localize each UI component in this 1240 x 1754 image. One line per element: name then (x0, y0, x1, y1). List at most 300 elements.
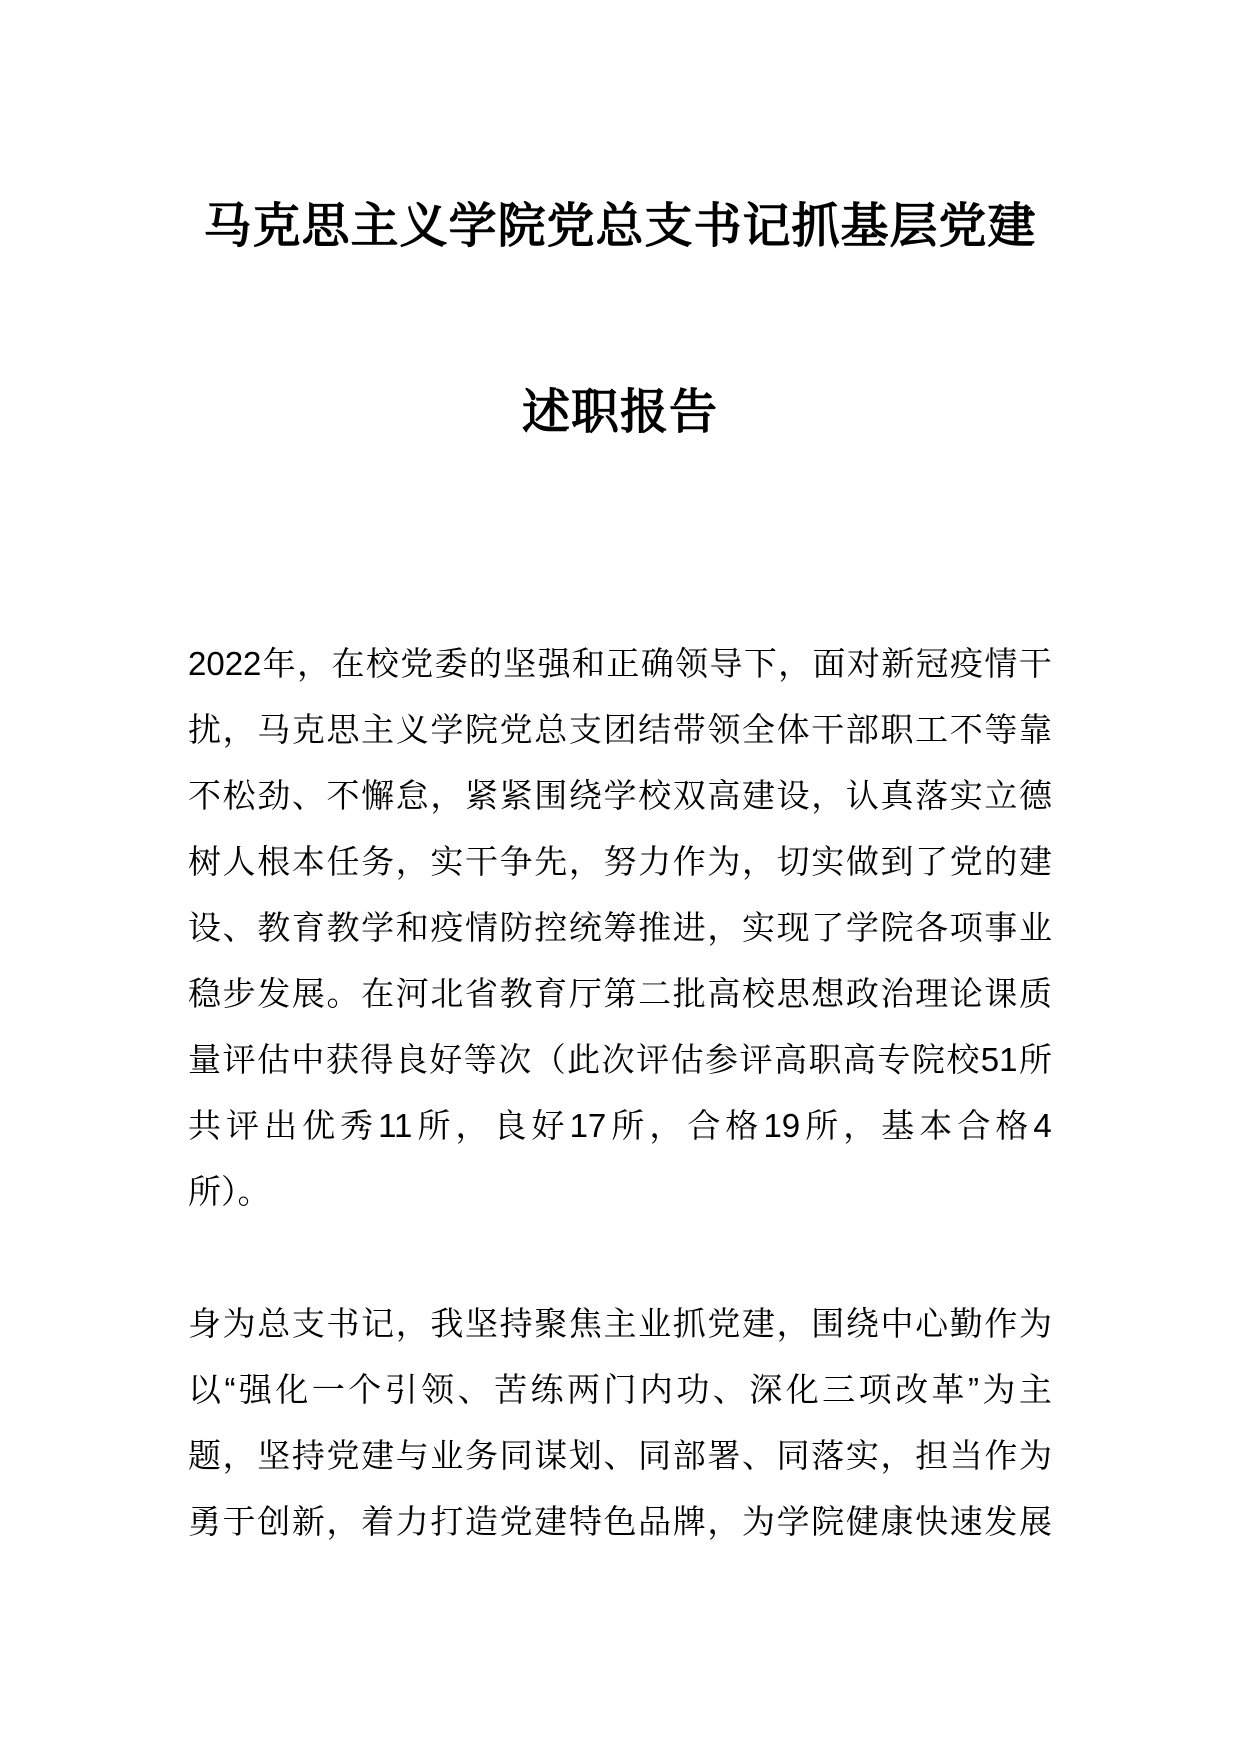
glyph-token: 确 (640, 645, 674, 682)
glyph-token: 稳 (188, 975, 221, 1012)
glyph-token: 主 (603, 1305, 637, 1342)
glyph-token: 面 (812, 645, 846, 682)
glyph-token: 、 (291, 777, 325, 814)
glyph-token: 做 (845, 843, 879, 880)
glyph-token: 速 (949, 1503, 983, 1540)
glyph-token: 持 (291, 1437, 325, 1474)
glyph-token: 记 (361, 1305, 395, 1342)
glyph-token: 身 (188, 1305, 221, 1342)
glyph-token: 想 (811, 975, 845, 1012)
page-content (188, 0, 1052, 1754)
glyph-token: 中 (291, 1041, 325, 1078)
glyph-token: 业 (430, 1437, 464, 1474)
glyph-token: ， (395, 1305, 429, 1342)
glyph-token: 马 (257, 711, 291, 748)
glyph-token: 此 (567, 1041, 601, 1078)
glyph-token: 为 (1019, 1437, 1052, 1474)
glyph-token: 现 (776, 909, 810, 946)
glyph-token: 业 (638, 1305, 672, 1342)
glyph-token: 务 (361, 843, 395, 880)
glyph-token: 懈 (361, 777, 395, 814)
glyph-token: 项 (858, 1371, 892, 1408)
glyph-token: ， (297, 645, 331, 682)
glyph-token: 厅 (568, 975, 602, 1012)
glyph-token: 情 (984, 645, 1018, 682)
glyph-token: 部 (672, 1437, 706, 1474)
glyph-token: 等 (463, 1041, 497, 1078)
glyph-token: 、 (712, 1371, 746, 1408)
glyph-token: 实 (949, 777, 983, 814)
glyph-token: 设 (188, 909, 221, 946)
glyph-token: 的 (984, 843, 1018, 880)
glyph-token: 实 (742, 909, 775, 946)
glyph-token: 高 (707, 975, 741, 1012)
glyph-token: 建 (742, 1305, 775, 1342)
glyph-token: 好 (531, 1107, 565, 1144)
glyph-token: 一 (311, 1371, 345, 1408)
glyph-token: 展 (1019, 1503, 1052, 1540)
glyph-token: 支 (291, 1305, 325, 1342)
glyph-token: 得 (360, 1041, 394, 1078)
glyph-token: 河 (395, 975, 429, 1012)
glyph-token: 同 (638, 1437, 672, 1474)
glyph-token: 和 (572, 645, 606, 682)
glyph-token: 建 (742, 777, 775, 814)
glyph-token: 。 (326, 975, 360, 1012)
glyph-token: 所 (417, 1107, 451, 1144)
glyph-token: 校 (946, 1041, 980, 1078)
glyph-token: 为 (1019, 1305, 1052, 1342)
glyph-token: 等 (984, 711, 1018, 748)
glyph-token: 怠 (395, 777, 429, 814)
glyph-token: 学 (361, 909, 395, 946)
glyph-token: 、 (222, 909, 256, 946)
glyph-token: 化 (275, 1371, 309, 1408)
glyph-token: 设 (776, 777, 810, 814)
glyph-token: 全 (742, 711, 775, 748)
glyph-token: 克 (291, 711, 325, 748)
glyph-token: 内 (639, 1371, 673, 1408)
glyph-token: 不 (326, 777, 360, 814)
glyph-token: 党 (400, 645, 434, 682)
glyph-token: 课 (984, 975, 1018, 1012)
glyph-token: 格 (995, 1107, 1029, 1144)
text-line (188, 1291, 1052, 1357)
glyph-token: 坚 (465, 1305, 498, 1342)
glyph-token: 着 (361, 1503, 395, 1540)
glyph-token: 思 (326, 711, 360, 748)
glyph-token: 合 (687, 1107, 721, 1144)
glyph-token: ， (326, 1503, 360, 1540)
glyph-token: 同 (499, 1437, 533, 1474)
glyph-token: 改 (895, 1371, 929, 1408)
glyph-token: 任 (326, 843, 360, 880)
glyph-token: 持 (499, 1305, 533, 1342)
glyph-token: 职 (880, 711, 914, 748)
glyph-token: 总 (534, 711, 568, 748)
glyph-token: 11 (378, 1107, 413, 1144)
glyph-token: 量 (188, 1041, 221, 1078)
glyph-token: 、 (742, 1437, 775, 1474)
glyph-token: 评 (739, 1041, 773, 1078)
glyph-token: 聚 (534, 1305, 568, 1342)
glyph-token: 带 (672, 711, 706, 748)
glyph-token: 紧 (499, 777, 533, 814)
glyph-token: 评 (636, 1041, 670, 1078)
glyph-token: 色 (603, 1503, 637, 1540)
glyph-token: 根 (257, 843, 291, 880)
glyph-token: 共 (188, 1107, 221, 1144)
glyph-token: 担 (915, 1437, 949, 1474)
glyph-token: 新 (291, 1503, 325, 1540)
report-title-line-2: 述职报告 (521, 386, 718, 439)
glyph-token: 干 (811, 711, 845, 748)
glyph-token: 工 (915, 711, 949, 748)
glyph-token: 落 (811, 1437, 845, 1474)
glyph-token: 结 (638, 711, 672, 748)
glyph-token: ， (742, 843, 775, 880)
glyph-token: 估 (670, 1041, 704, 1078)
glyph-token: 划 (568, 1437, 602, 1474)
glyph-token: 部 (845, 711, 879, 748)
glyph-token: 建 (534, 1503, 568, 1540)
glyph-token: 义 (395, 711, 429, 748)
glyph-token: 建 (361, 1437, 395, 1474)
glyph-token: 作 (672, 843, 706, 880)
glyph-token: 康 (880, 1503, 914, 1540)
glyph-token: 劲 (257, 777, 291, 814)
glyph-token: 事 (984, 909, 1018, 946)
text-line (188, 1093, 1052, 1159)
glyph-token: 绕 (568, 777, 602, 814)
glyph-token: 论 (949, 975, 983, 1012)
glyph-token: 思 (776, 975, 810, 1012)
glyph-token: 教 (326, 909, 360, 946)
glyph-token: 与 (395, 1437, 429, 1474)
glyph-token: 门 (603, 1371, 637, 1408)
glyph-token: ， (222, 1437, 256, 1474)
glyph-token: 对 (846, 645, 880, 682)
glyph-token: 好 (429, 1041, 463, 1078)
glyph-token: 主 (361, 711, 395, 748)
glyph-token: 坚 (503, 645, 537, 682)
glyph-token: 发 (984, 1503, 1018, 1540)
text-line (188, 829, 1052, 895)
glyph-token: ， (568, 843, 602, 880)
text-line (188, 961, 1052, 1027)
glyph-token: 下 (743, 645, 777, 682)
glyph-token: 防 (499, 909, 533, 946)
glyph-token: 19 (763, 1107, 801, 1144)
glyph-token: 功 (676, 1371, 710, 1408)
glyph-token: 17 (569, 1107, 607, 1144)
text-line (188, 763, 1052, 829)
glyph-token: 良 (493, 1107, 527, 1144)
glyph-token: 格 (725, 1107, 759, 1144)
glyph-token: 创 (257, 1503, 291, 1540)
glyph-token: 情 (465, 909, 498, 946)
glyph-token: 进 (672, 909, 706, 946)
glyph-token: 练 (530, 1371, 564, 1408)
glyph-token: 冠 (915, 645, 949, 682)
glyph-token: 抓 (672, 1305, 706, 1342)
glyph-token: 为 (222, 1305, 256, 1342)
glyph-token: 导 (709, 645, 743, 682)
glyph-token: ， (455, 1107, 489, 1144)
glyph-token: 质 (1019, 975, 1052, 1012)
glyph-token: 高 (773, 1041, 807, 1078)
glyph-token: ， (649, 1107, 683, 1144)
glyph-token: 治 (880, 975, 914, 1012)
glyph-token: 政 (845, 975, 879, 1012)
glyph-token: 二 (638, 975, 672, 1012)
glyph-token: 各 (915, 909, 949, 946)
glyph-token: 疫 (949, 645, 983, 682)
report-body (188, 631, 1052, 1555)
glyph-token: 委 (434, 645, 468, 682)
glyph-token: 控 (534, 909, 568, 946)
glyph-token: 推 (638, 909, 672, 946)
glyph-token: 统 (568, 909, 602, 946)
glyph-token: 勇 (188, 1503, 221, 1540)
glyph-token: ， (778, 645, 812, 682)
glyph-token: 领 (675, 645, 709, 682)
glyph-token: 评 (226, 1107, 260, 1144)
text-line (188, 1423, 1052, 1489)
glyph-token: 良 (394, 1041, 428, 1078)
glyph-token: 化 (785, 1371, 819, 1408)
glyph-token: 快 (915, 1503, 949, 1540)
glyph-token: ， (811, 777, 845, 814)
glyph-token: 校 (742, 975, 775, 1012)
glyph-token: 树 (188, 843, 221, 880)
glyph-token: 强 (238, 1371, 272, 1408)
glyph-token: 为 (742, 1503, 775, 1540)
glyph-token: 次 (498, 1041, 532, 1078)
glyph-token: 在 (361, 975, 395, 1012)
glyph-token: 优 (302, 1107, 336, 1144)
glyph-token: 51 (980, 1041, 1018, 1078)
paragraph (188, 1291, 1052, 1555)
glyph-token: 落 (915, 777, 949, 814)
text-line (188, 1489, 1052, 1555)
text-line (188, 631, 1052, 697)
glyph-token: 2022 (188, 645, 262, 682)
glyph-token: 领 (707, 711, 741, 748)
glyph-token: 立 (984, 777, 1018, 814)
paragraph (188, 631, 1052, 1225)
glyph-token: 两 (566, 1371, 600, 1408)
glyph-token: 不 (949, 711, 983, 748)
glyph-token: 育 (534, 975, 568, 1012)
glyph-token: 高 (707, 777, 741, 814)
glyph-token: 建 (1019, 843, 1052, 880)
glyph-token: 所 (1018, 1041, 1052, 1078)
glyph-token: 中 (880, 1305, 914, 1342)
glyph-token: 北 (430, 975, 464, 1012)
glyph-token: 到 (880, 843, 914, 880)
glyph-token: 省 (465, 975, 498, 1012)
glyph-token: ， (222, 711, 256, 748)
glyph-token: 院 (811, 1503, 845, 1540)
glyph-token: 的 (468, 645, 502, 682)
glyph-token: 领 (421, 1371, 455, 1408)
glyph-token: 校 (365, 645, 399, 682)
text-line (188, 1027, 1052, 1093)
glyph-token: 深 (749, 1371, 783, 1408)
glyph-token: 步 (222, 975, 256, 1012)
glyph-token: 评 (222, 1041, 256, 1078)
glyph-token: 基 (881, 1107, 915, 1144)
glyph-token: 先 (534, 843, 568, 880)
glyph-token: 院 (880, 909, 914, 946)
glyph-token: 学 (430, 711, 464, 748)
glyph-token: 秀 (340, 1107, 374, 1144)
glyph-token: 围 (811, 1305, 845, 1342)
glyph-token: 高 (842, 1041, 876, 1078)
glyph-token: 书 (326, 1305, 360, 1342)
glyph-token: 了 (915, 843, 949, 880)
glyph-token: 双 (672, 777, 706, 814)
glyph-token: 力 (395, 1503, 429, 1540)
glyph-token: 参 (705, 1041, 739, 1078)
glyph-token: 个 (348, 1371, 382, 1408)
glyph-token: ， (430, 777, 464, 814)
report-title-line-1: 马克思主义学院党总支书记抓基层党建 (203, 200, 1037, 253)
glyph-token: 勤 (949, 1305, 983, 1342)
glyph-token: 发 (257, 975, 291, 1012)
glyph-token: 正 (606, 645, 640, 682)
glyph-token: （ (532, 1041, 566, 1078)
glyph-token: 所 (611, 1107, 645, 1144)
text-line (188, 895, 1052, 961)
glyph-token: 靠 (1019, 711, 1052, 748)
glyph-token: 理 (915, 975, 949, 1012)
glyph-token: 院 (465, 711, 498, 748)
glyph-token: 党 (707, 1305, 741, 1342)
glyph-token: 争 (499, 843, 533, 880)
glyph-token: 职 (808, 1041, 842, 1078)
glyph-token: 本 (919, 1107, 953, 1144)
glyph-token: 强 (537, 645, 571, 682)
glyph-token: 估 (256, 1041, 290, 1078)
glyph-token: 切 (776, 843, 810, 880)
glyph-token: 疫 (430, 909, 464, 946)
glyph-token: 署 (707, 1437, 741, 1474)
glyph-token: 真 (880, 777, 914, 814)
glyph-token: 坚 (257, 1437, 291, 1474)
glyph-token: 新 (881, 645, 915, 682)
glyph-token: 人 (222, 843, 256, 880)
glyph-token: 了 (811, 909, 845, 946)
text-line (188, 1357, 1052, 1423)
glyph-token: 业 (1019, 909, 1052, 946)
glyph-token: ， (707, 1503, 741, 1540)
glyph-token: 所 (805, 1107, 839, 1144)
text-line (188, 697, 1052, 763)
glyph-token: 谋 (534, 1437, 568, 1474)
glyph-token: 支 (568, 711, 602, 748)
glyph-token: 作 (984, 1437, 1018, 1474)
glyph-token: 学 (603, 777, 637, 814)
glyph-token: 不 (188, 777, 221, 814)
glyph-token: 努 (603, 843, 637, 880)
glyph-token: 总 (257, 1305, 291, 1342)
glyph-token: 院 (911, 1041, 945, 1078)
glyph-token: 特 (568, 1503, 602, 1540)
glyph-token: 力 (638, 843, 672, 880)
glyph-token: ” (967, 1371, 979, 1408)
text-line: 所）。 (188, 1173, 271, 1210)
glyph-token: 围 (534, 777, 568, 814)
glyph-token: 焦 (568, 1305, 602, 1342)
glyph-token: ， (880, 1437, 914, 1474)
glyph-token: 、 (603, 1437, 637, 1474)
glyph-token: 教 (499, 975, 533, 1012)
glyph-token: 党 (499, 1503, 533, 1540)
glyph-token: 主 (1018, 1371, 1052, 1408)
glyph-token: 认 (845, 777, 879, 814)
glyph-token: 以 (188, 1371, 221, 1408)
glyph-token: 专 (877, 1041, 911, 1078)
glyph-token: 为 (982, 1371, 1016, 1408)
glyph-token: 为 (707, 843, 741, 880)
glyph-token: 团 (603, 711, 637, 748)
glyph-token: ， (776, 1305, 810, 1342)
glyph-token: 务 (465, 1437, 498, 1474)
glyph-token: 项 (949, 909, 983, 946)
glyph-token: 松 (222, 777, 256, 814)
glyph-token: 4 (1033, 1107, 1052, 1144)
glyph-token: 第 (603, 975, 637, 1012)
glyph-token: 次 (601, 1041, 635, 1078)
glyph-token: 紧 (465, 777, 498, 814)
glyph-token: 心 (915, 1305, 949, 1342)
glyph-token: 苦 (494, 1371, 528, 1408)
glyph-token: 绕 (845, 1305, 879, 1342)
glyph-token: ， (707, 909, 741, 946)
glyph-token: 学 (845, 909, 879, 946)
glyph-token: 健 (845, 1503, 879, 1540)
glyph-token: 本 (291, 843, 325, 880)
glyph-token: 筹 (603, 909, 637, 946)
glyph-token: 我 (430, 1305, 464, 1342)
glyph-token: 干 (465, 843, 498, 880)
glyph-token: 革 (931, 1371, 965, 1408)
glyph-token: 和 (395, 909, 429, 946)
glyph-token: 批 (672, 975, 706, 1012)
glyph-token: 造 (465, 1503, 498, 1540)
glyph-token: 于 (222, 1503, 256, 1540)
glyph-token: 体 (776, 711, 810, 748)
glyph-token: 育 (291, 909, 325, 946)
glyph-token: 打 (430, 1503, 464, 1540)
glyph-token: 年 (262, 645, 296, 682)
glyph-token: 引 (384, 1371, 418, 1408)
glyph-token: 、 (457, 1371, 491, 1408)
glyph-token: 党 (499, 711, 533, 748)
glyph-token: 牌 (672, 1503, 706, 1540)
glyph-token: “ (224, 1371, 236, 1408)
glyph-token: 三 (822, 1371, 856, 1408)
glyph-token: ， (395, 843, 429, 880)
glyph-token: 学 (776, 1503, 810, 1540)
glyph-token: 实 (845, 1437, 879, 1474)
glyph-token: 品 (638, 1503, 672, 1540)
glyph-token: 获 (325, 1041, 359, 1078)
glyph-token: 教 (257, 909, 291, 946)
glyph-token: 当 (949, 1437, 983, 1474)
